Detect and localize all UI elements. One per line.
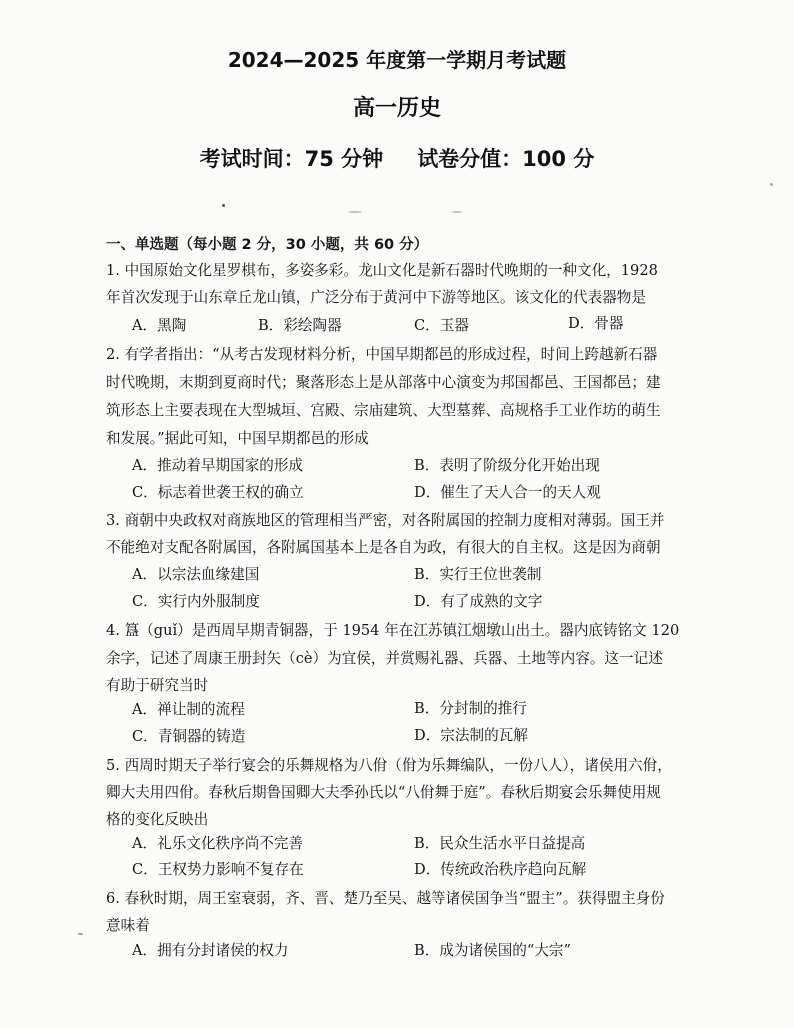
full-score: 试卷分值：100 分 — [417, 147, 595, 171]
question-2-option-c: C．标志着世袭王权的确立 — [132, 484, 304, 501]
question-3-option-a: A．以宗法血缘建国 — [132, 566, 260, 583]
question-2-line-1: 2. 有学者指出：“从考古发现材料分析，中国早期都邑的形成过程，时间上跨越新石器 — [106, 346, 658, 363]
question-2-option-a: A．推动着早期国家的形成 — [132, 457, 304, 474]
question-3-option-c: C．实行内外服制度 — [132, 593, 260, 610]
scan-speck — [78, 933, 83, 935]
question-2-option-b: B．表明了阶级分化开始出现 — [414, 457, 600, 474]
question-2-line-4: 和发展。”据此可知，中国早期都邑的形成 — [106, 430, 369, 447]
question-1-option-a: A．黑陶 — [132, 317, 187, 334]
question-6-line-1: 6. 春秋时期，周王室衰弱，齐、晋、楚乃至吴、越等诸侯国争当“盟主”。获得盟主身份 — [106, 890, 665, 907]
question-4-line-3: 有助于研究当时 — [106, 677, 209, 694]
question-2-line-3: 筑形态上主要表现在大型城垣、宫殿、宗庙建筑、大型墓葬、高规格手工业作坊的萌生 — [106, 402, 661, 419]
question-6-option-a: A．拥有分封诸侯的权力 — [132, 942, 289, 959]
question-1-option-b: B．彩绘陶器 — [258, 317, 342, 334]
question-4-line-1: 4. 簋（guǐ）是西周早期青铜器，于 1954 年在江苏镇江烟墩山出土。器内底铸铭文 120 — [106, 622, 680, 639]
subject-title: 高一历史 — [352, 96, 441, 121]
question-1-option-c: C．玉器 — [414, 317, 469, 334]
question-5-option-b: B．民众生活水平日益提高 — [414, 835, 586, 852]
section-heading: 一、单选题（每小题 2 分，30 小题，共 60 分） — [106, 237, 429, 253]
exam-info — [0, 143, 794, 173]
question-3-line-1: 3. 商朝中央政权对商族地区的管理相当严密，对各附属国的控制力度相对薄弱。国王并 — [106, 512, 665, 529]
question-5-line-3: 格的变化反映出 — [106, 811, 209, 828]
question-1-line-1: 1. 中国原始文化星罗棋布，多姿多彩。龙山文化是新石器时代晚期的一种文化，1928 — [106, 262, 658, 279]
question-6-option-b: B．成为诸侯国的“大宗” — [414, 942, 571, 959]
question-3-line-2: 不能绝对支配各附属国，各附属国基本上是各自为政，有很大的自主权。这是因为商朝 — [106, 539, 661, 556]
scan-speck — [348, 211, 362, 213]
scan-speck — [770, 183, 773, 186]
scan-speck — [222, 204, 225, 207]
question-5-option-c: C．王权势力影响不复存在 — [132, 861, 304, 878]
question-4-option-c: C．青铜器的铸造 — [132, 728, 246, 745]
question-6-line-2: 意味着 — [106, 917, 150, 934]
question-4-option-d: D．宗法制的瓦解 — [414, 727, 528, 744]
question-5-option-d: D．传统政治秩序趋向瓦解 — [414, 861, 587, 878]
question-4-option-a: A．禅让制的流程 — [132, 701, 245, 718]
exam-title: 2024—2025 年度第一学期月考试题 — [227, 48, 567, 72]
question-5-line-2: 卿大夫用四佾。春秋后期鲁国卿大夫季孙氏以“八佾舞于庭”。春秋后期宴会乐舞使用规 — [106, 784, 661, 801]
question-4-line-2: 余字，记述了周康王册封矢（cè）为宜侯，并赏赐礼器、兵器、土地等内容。这一记述 — [106, 650, 663, 667]
question-2-line-2: 时代晚期，末期到夏商时代；聚落形态上是从部落中心演变为邦国都邑、王国都邑；建 — [106, 374, 661, 391]
question-2-option-d: D．催生了天人合一的天人观 — [414, 484, 601, 501]
question-3-option-b: B．实行王位世袭制 — [414, 566, 542, 583]
question-5-line-1: 5. 西周时期天子举行宴会的乐舞规格为八佾（佾为乐舞编队，一份八人），诸侯用六佾， — [106, 757, 672, 774]
exam-time: 考试时间：75 分钟 — [199, 147, 384, 171]
question-1-line-2: 年首次发现于山东章丘龙山镇，广泛分布于黄河中下游等地区。该文化的代表器物是 — [106, 289, 646, 306]
question-4-option-b: B．分封制的推行 — [414, 700, 527, 717]
question-1-option-d: D．骨器 — [568, 315, 624, 332]
scan-speck — [452, 211, 462, 213]
question-5-option-a: A．礼乐文化秩序尚不完善 — [132, 835, 304, 852]
question-3-option-d: D．有了成熟的文字 — [414, 593, 543, 610]
